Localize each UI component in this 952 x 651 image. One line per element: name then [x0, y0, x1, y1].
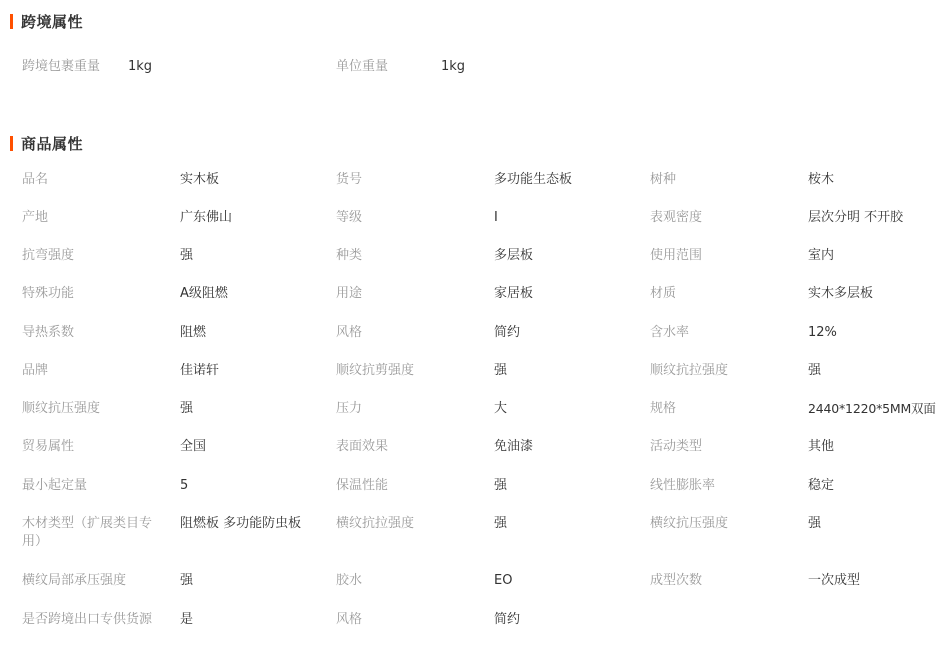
attr-label: 品牌 [22, 363, 49, 378]
attr-value: 5 [180, 478, 189, 493]
attr-label: 成型次数 [650, 573, 703, 588]
section-accent-bar [10, 136, 13, 151]
attr-label: 材质 [650, 286, 677, 301]
section-accent-bar [10, 14, 13, 29]
attr-label: 最小起定量 [22, 478, 88, 493]
attr-value: 全国 [180, 439, 207, 454]
attr-label: 风格 [336, 612, 363, 627]
attr-value: 强 [808, 516, 822, 531]
cross-border-section-title [10, 12, 83, 30]
attr-label: 风格 [336, 325, 363, 340]
cross-border-title: 跨境属性 [21, 12, 84, 31]
attr-label: 表面效果 [336, 439, 389, 454]
attr-label: 使用范围 [650, 248, 703, 263]
attr-label: 产地 [22, 210, 49, 225]
attr-value: 强 [494, 478, 508, 493]
attr-label: 胶水 [336, 573, 363, 588]
attr-label: 种类 [336, 248, 363, 263]
attr-value: 强 [494, 516, 508, 531]
attr-value: 强 [180, 248, 194, 263]
attr-label: 导热系数 [22, 325, 75, 340]
attr-label: 树种 [650, 172, 677, 187]
attr-value: 简约 [494, 325, 521, 340]
attr-value: 2440*1220*5MM双面 [808, 401, 936, 416]
attr-label: 货号 [336, 172, 363, 187]
attr-value: I [494, 210, 498, 225]
attr-label: 规格 [650, 401, 677, 416]
attr-label: 单位重量 [336, 59, 389, 74]
attr-value: 1kg [128, 59, 153, 74]
attr-label: 横纹局部承压强度 [22, 573, 127, 588]
attr-label: 含水率 [650, 325, 690, 340]
attr-label: 压力 [336, 401, 363, 416]
attr-label: 品名 [22, 172, 49, 187]
attr-value: 多功能生态板 [494, 172, 573, 187]
attr-value: 家居板 [494, 286, 534, 301]
attr-value: 稳定 [808, 478, 835, 493]
attr-value: 免油漆 [494, 439, 534, 454]
attr-label: 表观密度 [650, 210, 703, 225]
attr-label: 贸易属性 [22, 439, 75, 454]
attr-label: 顺纹抗剪强度 [336, 363, 415, 378]
attr-label: 木材类型（扩展类目专用） [22, 516, 153, 549]
attr-label: 保温性能 [336, 478, 389, 493]
product-title: 商品属性 [21, 134, 84, 153]
attr-value: 阻燃板 多功能防虫板 [180, 516, 302, 531]
attr-label: 跨境包裹重量 [22, 59, 101, 74]
attr-value: 强 [180, 401, 194, 416]
attr-label: 用途 [336, 286, 363, 301]
attr-value: 12% [808, 325, 837, 340]
attr-value: 强 [808, 363, 822, 378]
attr-value: 大 [494, 401, 508, 416]
attr-value: 实木多层板 [808, 286, 874, 301]
attr-value: 是 [180, 612, 194, 627]
attr-label: 顺纹抗拉强度 [650, 363, 729, 378]
attr-label: 是否跨境出口专供货源 [22, 612, 153, 627]
attr-label: 抗弯强度 [22, 248, 75, 263]
product-section-title [10, 134, 83, 152]
attr-label: 等级 [336, 210, 363, 225]
attr-value: 广东佛山 [180, 210, 233, 225]
attr-value: 佳诺轩 [180, 363, 220, 378]
attr-value: 其他 [808, 439, 835, 454]
attr-value: 强 [180, 573, 194, 588]
attr-label: 特殊功能 [22, 286, 75, 301]
attr-label: 线性膨胀率 [650, 478, 716, 493]
attr-value: 多层板 [494, 248, 534, 263]
attr-label: 横纹抗拉强度 [336, 516, 415, 531]
attr-value: 层次分明 不开胶 [808, 210, 904, 225]
attr-value: EO [494, 573, 513, 588]
attr-value: 阻燃 [180, 325, 207, 340]
attr-value: 桉木 [808, 172, 835, 187]
attr-value: 强 [494, 363, 508, 378]
attr-label: 横纹抗压强度 [650, 516, 729, 531]
attr-value: 1kg [441, 59, 466, 74]
attr-value: 实木板 [180, 172, 220, 187]
attr-value: 简约 [494, 612, 521, 627]
attr-label: 顺纹抗压强度 [22, 401, 101, 416]
attr-label: 活动类型 [650, 439, 703, 454]
attr-value: 室内 [808, 248, 835, 263]
attr-value: A级阻燃 [180, 286, 228, 301]
attr-value: 一次成型 [808, 573, 861, 588]
